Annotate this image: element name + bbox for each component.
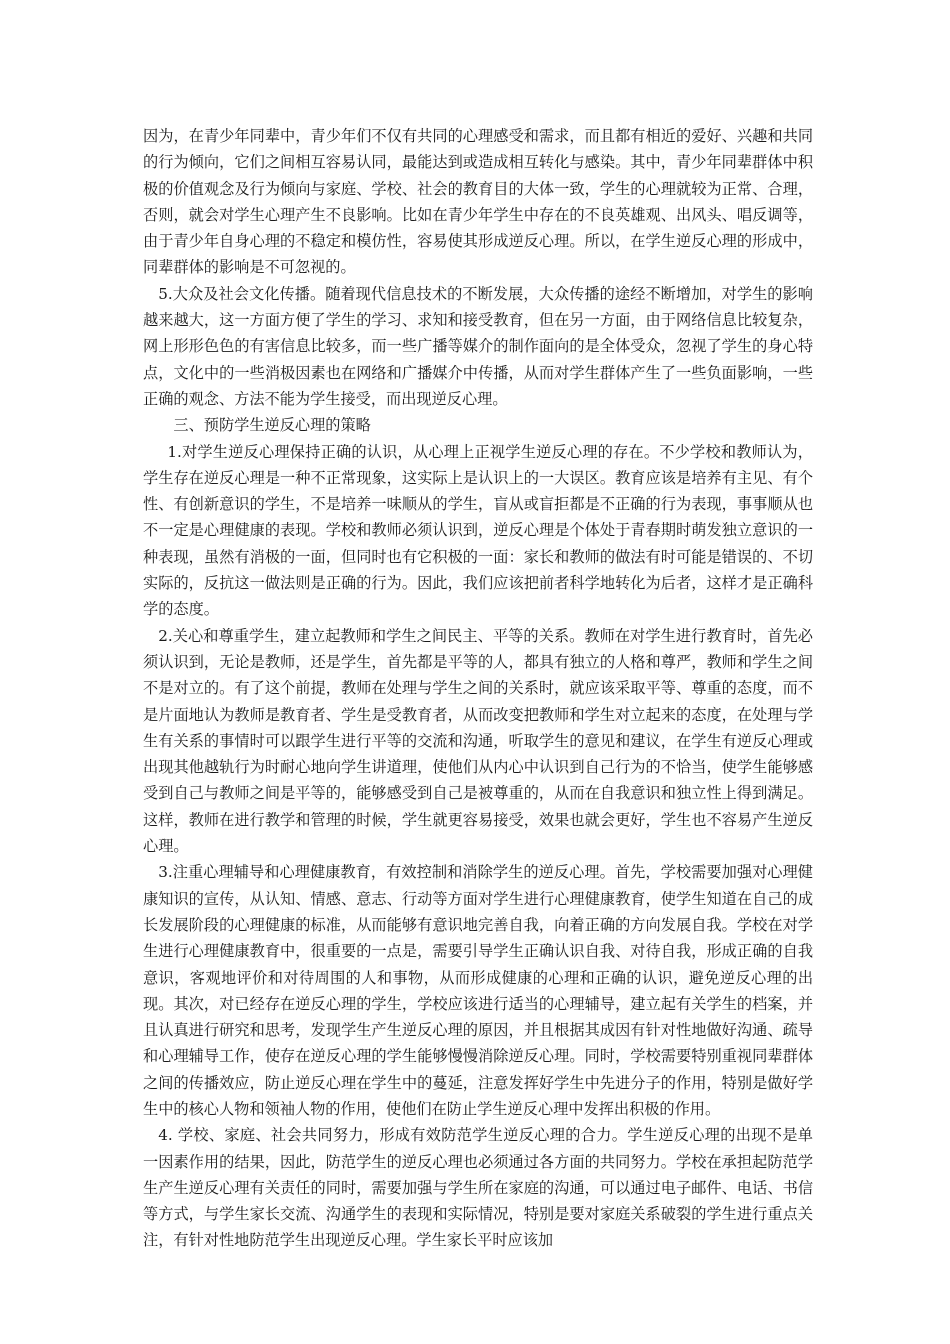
paragraph-strategy-2: 2.关心和尊重学生，建立起教师和学生之间民主、平等的关系。教师在对学生进行教育时，首先必须认识到，无论是教师，还是学生，首先都是平等的人，都具有独立的人格和尊严，教师和学生之间不是对立的。有了这个前提，教师在处理与学生之间的关系时，就应该采取平等、尊重的态度，而不是片面地认为教师是教育者、学生是受教育者，从而改变把教师和学生对立起来的态度，在处理与学生有关系的事情时可以跟学生进行平等的交流和沟通，听取学生的意见和建议，在学生有逆反心理或出现其他越轨行为时耐心地向学生讲道理，使他们从内心中认识到自己行为的不恰当，使学生能够感受到自己与教师之间是平等的，能够感受到自己是被尊重的，从而在自我意识和独立性上得到满足。这样，教师在进行教学和管理的时候，学生就更容易接受，效果也就会更好，学生也不容易产生逆反心理。 [143, 626, 813, 856]
paragraph-mass-media: 5.大众及社会文化传播。随着现代信息技术的不断发展，大众传播的途经不断增加，对学生的影响越来越大，这一方面方便了学生的学习、求知和接受教育，但在另一方面，由于网络信息比较复杂，网上形形色色的有害信息比较多，而一些广播等媒介的制作面向的是全体受众，忽视了学生的身心特点，文化中的一些消极因素也在网络和广播媒介中传播，从而对学生群体产生了一些负面影响，一些正确的观念、方法不能为学生接受，而出现逆反心理。 [143, 284, 813, 408]
section-heading-strategies: 三、预防学生逆反心理的策略 [173, 416, 371, 435]
paragraph-peer-influence: 因为，在青少年同辈中，青少年们不仅有共同的心理感受和需求，而且都有相近的爱好、兴趣和共同的行为倾向，它们之间相互容易认同，最能达到或造成相互转化与感染。其中，青少年同辈群体中积极的价值观念及行为倾向与家庭、学校、社会的教育目的大体一致，学生的心理就较为正常、合理，否则，就会对学生心理产生不良影响。比如在青少年学生中存在的不良英雄观、出风头、唱反调等，由于青少年自身心理的不稳定和模仿性，容易使其形成逆反心理。所以，在学生逆反心理的形成中，同辈群体的影响是不可忽视的。 [143, 127, 813, 277]
paragraph-strategy-4: 4. 学校、家庭、社会共同努力，形成有效防范学生逆反心理的合力。学生逆反心理的出现不是单一因素作用的结果，因此，防范学生的逆反心理也必须通过各方面的共同努力。学校在承担起防范学生产生逆反心理有关责任的同时，需要加强与学生所在家庭的沟通，可以通过电子邮件、电话、书信等方式，与学生家长交流、沟通学生的表现和实际情况，特别是要对家庭关系破裂的学生进行重点关注，有针对性地防范学生出现逆反心理。学生家长平时应该加 [143, 1126, 813, 1250]
paragraph-strategy-3: 3.注重心理辅导和心理健康教育，有效控制和消除学生的逆反心理。首先，学校需要加强对心理健康知识的宣传，从认知、情感、意志、行动等方面对学生进行心理健康教育，使学生知道在自己的成长发展阶段的心理健康的标准，从而能够有意识地完善自我，向着正确的方向发展自我。学校在对学生进行心理健康教育中，很重要的一点是，需要引导学生正确认识自我、对待自我，形成正确的自我意识，客观地评价和对待周围的人和事物，从而形成健康的心理和正确的认识，避免逆反心理的出现。其次，对已经存在逆反心理的学生，学校应该进行适当的心理辅导，建立起有关学生的档案，并且认真进行研究和思考，发现学生产生逆反心理的原因，并且根据其成因有针对性地做好沟通、疏导和心理辅导工作，使存在逆反心理的学生能够慢慢消除逆反心理。同时，学校需要特别重视同辈群体之间的传播效应，防止逆反心理在学生中的蔓延，注意发挥好学生中先进分子的作用，特别是做好学生中的核心人物和领袖人物的作用，使他们在防止学生逆反心理中发挥出积极的作用。 [143, 863, 813, 1118]
document-page [143, 123, 813, 1254]
paragraph-strategy-1: 1.对学生逆反心理保持正确的认识，从心理上正视学生逆反心理的存在。不少学校和教师认为，学生存在逆反心理是一种不正常现象，这实际上是认识上的一大误区。教育应该是培养有主见、有个性、有创新意识的学生，不是培养一味顺从的学生，盲从或盲拒都是不正确的行为表现，事事顺从也不一定是心理健康的表现。学校和教师必须认识到，逆反心理是个体处于青春期时萌发独立意识的一种表现，虽然有消极的一面，但同时也有它积极的一面：家长和教师的做法有时可能是错误的、不切实际的，反抗这一做法则是正确的行为。因此，我们应该把前者科学地转化为后者，这样才是正确科学的态度。 [143, 442, 813, 619]
